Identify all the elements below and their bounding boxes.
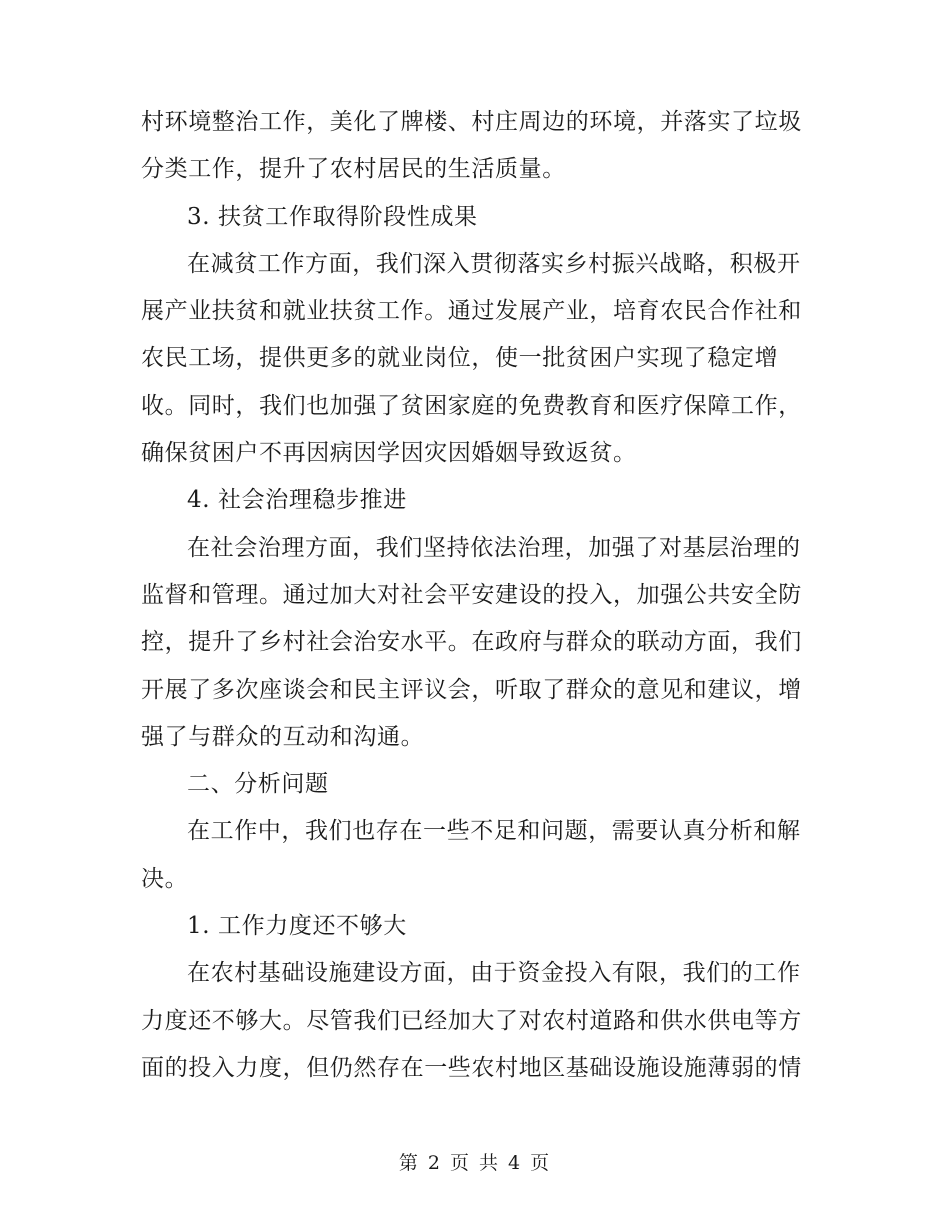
text-line: 确保贫困户不再因病因学因灾因婚姻导致返贫。 — [141, 440, 637, 467]
text-line: 在农村基础设施建设方面，由于资金投入有限，我们的工作 — [187, 960, 801, 987]
text-line: 力度还不够大。尽管我们已经加大了对农村道路和供水供电等方 — [141, 1007, 802, 1034]
document-body — [141, 99, 813, 1092]
text-line: 控，提升了乡村社会治安水平。在政府与群众的联动方面，我们 — [141, 629, 802, 656]
text-line: 决。 — [141, 865, 189, 892]
text-line: 在工作中，我们也存在一些不足和问题，需要认真分析和解 — [187, 818, 801, 845]
page-number-footer: 第 2 页 共 4 页 — [398, 1152, 552, 1174]
text-line: 在社会治理方面，我们坚持依法治理，加强了对基层治理的 — [187, 534, 801, 561]
section-heading: 1. 工作力度还不够大 — [187, 913, 407, 940]
text-line: 监督和管理。通过加大对社会平安建设的投入，加强公共安全防 — [141, 581, 802, 608]
text-line: 分类工作，提升了农村居民的生活质量。 — [141, 156, 566, 183]
text-line: 开展了多次座谈会和民主评议会，听取了群众的意见和建议，增 — [141, 676, 802, 703]
text-line: 在减贫工作方面，我们深入贯彻落实乡村振兴战略，积极开 — [187, 250, 801, 277]
text-line: 收。同时，我们也加强了贫困家庭的免费教育和医疗保障工作， — [141, 392, 802, 419]
section-heading: 二、分析问题 — [187, 771, 329, 798]
section-heading: 3. 扶贫工作取得阶段性成果 — [187, 203, 478, 230]
text-line: 村环境整治工作，美化了牌楼、村庄周边的环境，并落实了垃圾 — [141, 109, 802, 135]
text-line: 展产业扶贫和就业扶贫工作。通过发展产业，培育农民合作社和 — [141, 298, 802, 325]
text-line: 农民工场，提供更多的就业岗位，使一批贫困户实现了稳定增 — [141, 345, 779, 372]
text-line: 面的投入力度，但仍然存在一些农村地区基础设施设施薄弱的情 — [141, 1054, 802, 1081]
text-line: 强了与群众的互动和沟通。 — [141, 723, 425, 750]
section-heading: 4. 社会治理稳步推进 — [187, 487, 407, 514]
